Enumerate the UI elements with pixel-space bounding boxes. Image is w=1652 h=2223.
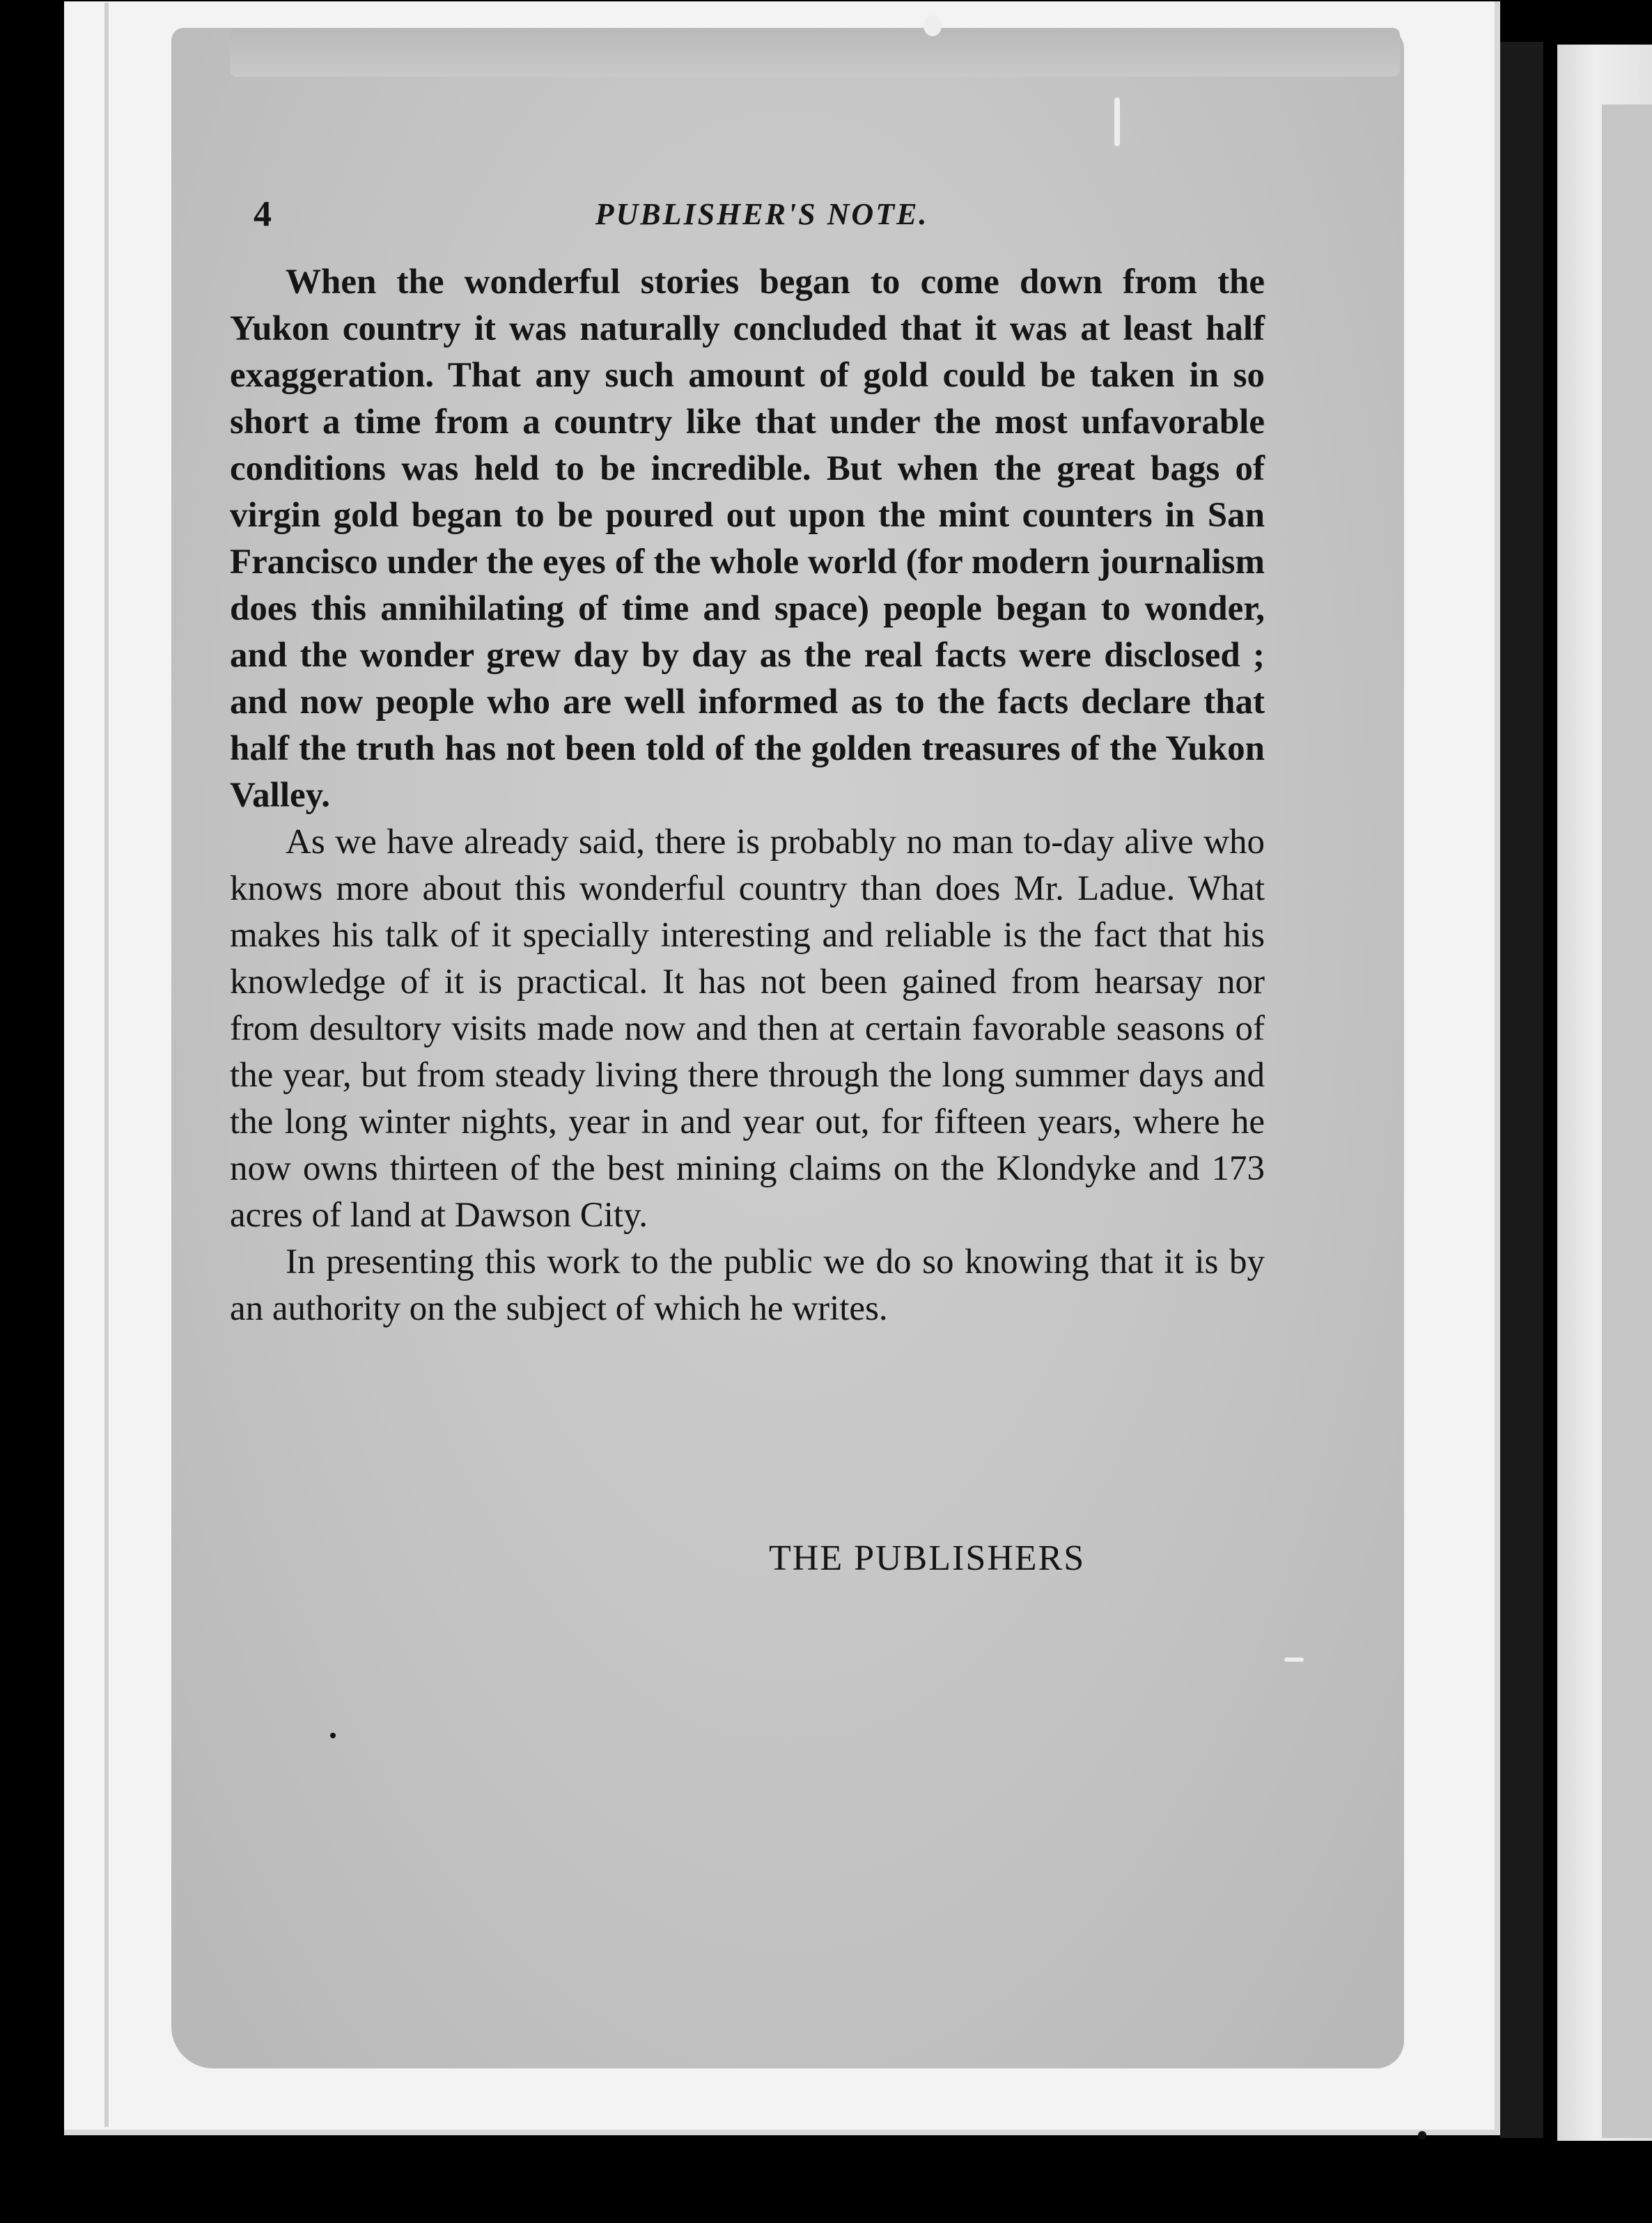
running-head: PUBLISHER'S NOTE. (595, 197, 929, 231)
paragraph-2: As we have already said, there is probably no man to-day alive who knows more about this wonderful country than does Mr. Ladue. What makes his talk of it specially interesting and reliable is the fact that his knowledge of it is practical. It has not been gained from hearsay nor from desultory visits made now and then at certain favorable seasons of the year, but from steady living there through the long summer days and the long winter nights, year in and year out, for fifteen years, where he now owns thirteen of the best mining claims on the Klondyke and 173 acres of land at Dawson City. (230, 822, 1265, 1235)
publisher-signature: THE PUBLISHERS (769, 1538, 1086, 1578)
paragraph-3: In presenting this work to the public we do so knowing that it is by an authority on the subject of which he writes. (230, 1242, 1265, 1328)
leaf-top-discoloration (230, 28, 1400, 77)
next-page-shade (1602, 104, 1652, 2138)
page-number: 4 (254, 194, 272, 234)
scan-artifact (330, 1733, 336, 1738)
book-binding (1500, 42, 1543, 2138)
scan-artifact (1418, 2131, 1426, 2139)
scan-artifact (1114, 98, 1120, 146)
body-text (230, 259, 1265, 1332)
paragraph-1: When the wonderful stories began to come down from the Yukon country it was naturally concluded that it was at least half exaggeration. That any such amount of gold could be taken in so short a time from a country like that under the most unfavorable conditions was held to be incredible. But when the great bags of virgin gold began to be poured out upon the mint counters in San Francisco under the eyes of the whole world (for modern journalism does this annihilating of time and space) people began to wonder, and the wonder grew day by day as the real facts were disclosed ; and now people who are well informed as to the facts declare that half the truth has not been told of the golden treasures of the Yukon Valley. (230, 263, 1265, 815)
page-header (254, 194, 1270, 235)
page-frame-edge (104, 3, 109, 2127)
scan-artifact (1284, 1658, 1304, 1662)
scan-artifact (924, 15, 942, 36)
